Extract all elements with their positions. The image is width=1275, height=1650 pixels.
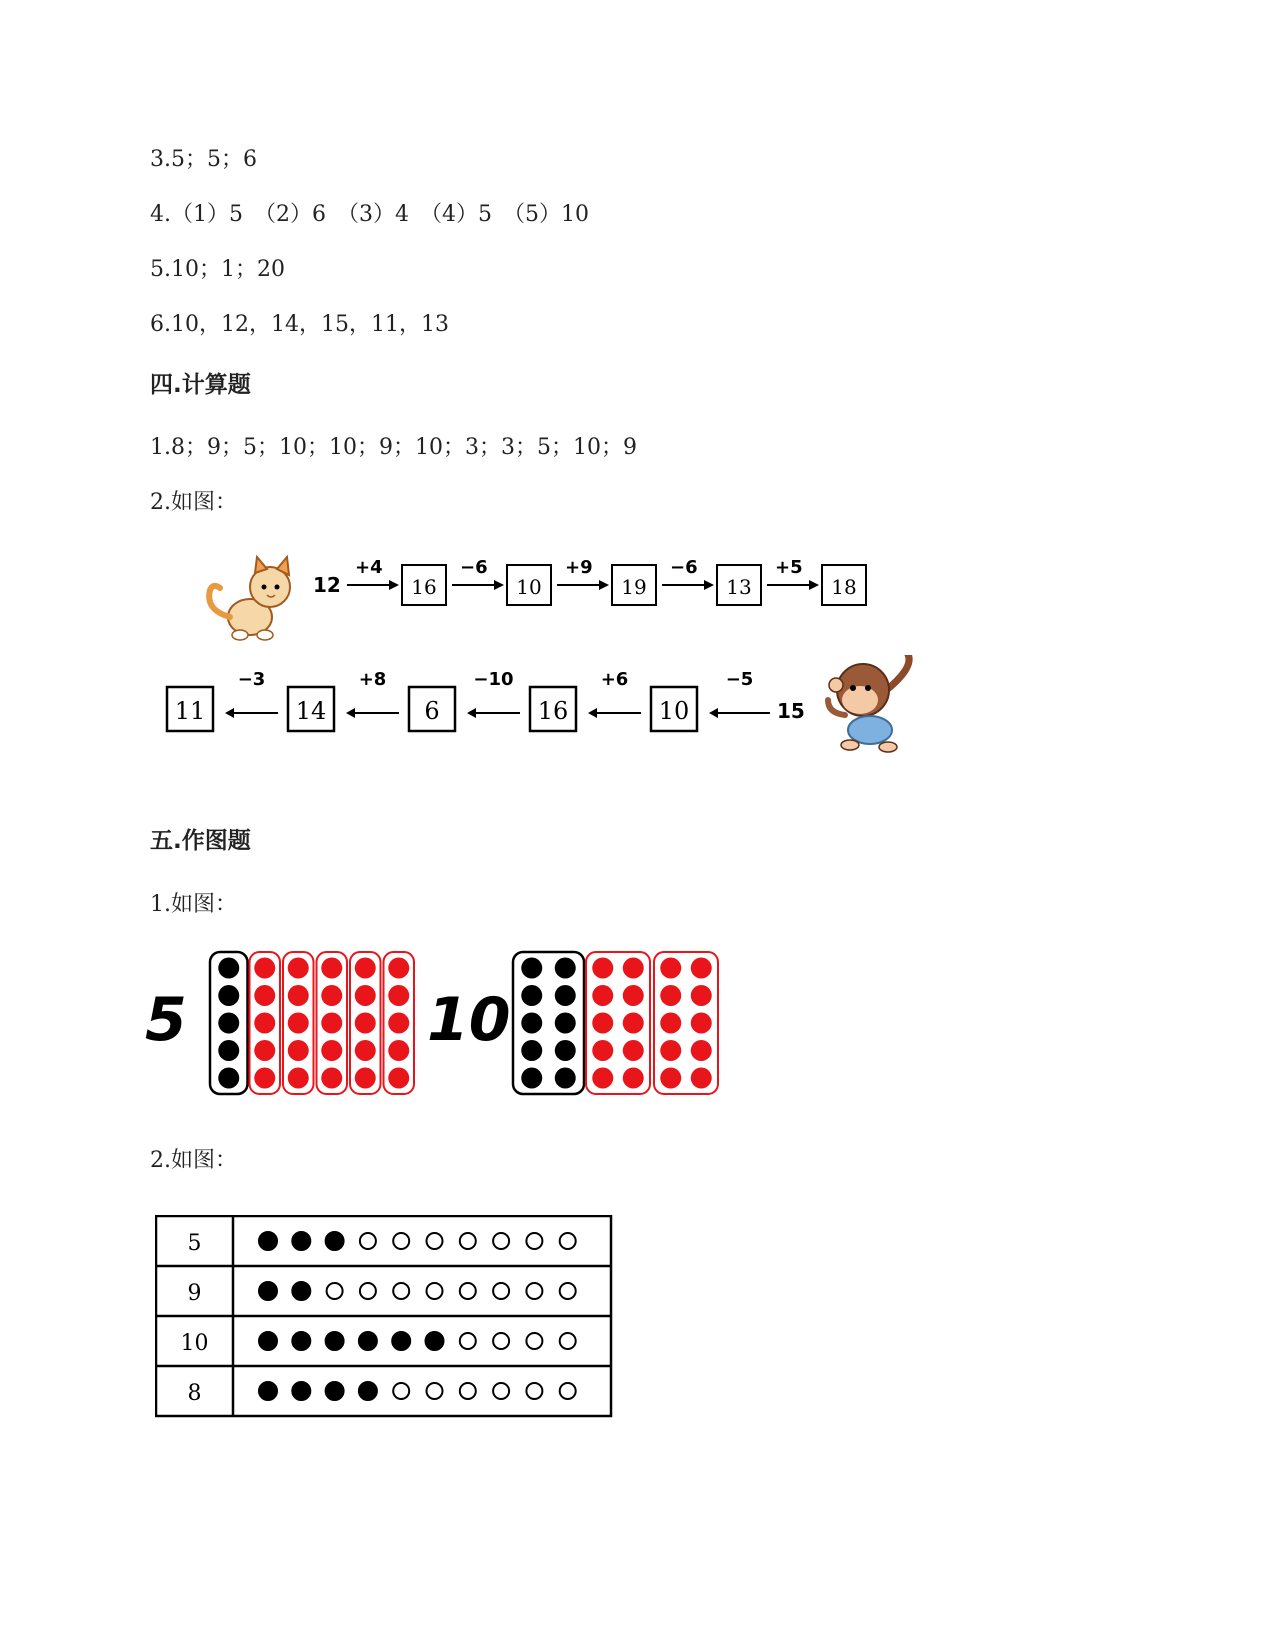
red-dot — [355, 985, 376, 1006]
red-dot — [355, 1013, 376, 1034]
red-dot — [660, 958, 681, 979]
bottom-chain-box-value: 14 — [295, 697, 327, 725]
filled-dot — [259, 1382, 277, 1400]
top-chain-box-value: 10 — [516, 575, 542, 599]
red-dot — [288, 1013, 309, 1034]
bottom-chain-op: −3 — [237, 669, 266, 690]
empty-dot — [460, 1233, 476, 1249]
red-dot — [592, 958, 613, 979]
filled-dot — [292, 1382, 310, 1400]
arrow-head-icon — [225, 708, 234, 718]
red-dot — [254, 1040, 275, 1061]
red-dot — [660, 1013, 681, 1034]
section-4-q2: 2.如图： — [150, 490, 237, 515]
empty-dot — [427, 1233, 443, 1249]
black-dot — [555, 958, 576, 979]
top-chain-box-value: 18 — [831, 575, 857, 599]
answer-6: 6.10，12，14，15，11，13 — [150, 312, 449, 337]
empty-dot — [460, 1283, 476, 1299]
black-dot — [521, 985, 542, 1006]
empty-dot — [360, 1233, 376, 1249]
red-dot — [321, 985, 342, 1006]
empty-dot — [393, 1283, 409, 1299]
empty-dot — [493, 1333, 509, 1349]
top-chain-start: 12 — [313, 573, 341, 597]
dot-group-label: 10 — [427, 985, 511, 1055]
red-dot — [254, 1068, 275, 1089]
bottom-chain-box-value: 6 — [424, 697, 440, 725]
bottom-chain-op: −10 — [473, 669, 514, 690]
bottom-chain-box-value: 11 — [174, 697, 206, 725]
black-dot — [555, 985, 576, 1006]
cat-illustration — [209, 557, 290, 640]
empty-dot — [327, 1283, 343, 1299]
filled-dot — [259, 1282, 277, 1300]
empty-dot — [393, 1233, 409, 1249]
red-dot — [288, 1068, 309, 1089]
table-row-label: 5 — [187, 1231, 202, 1256]
black-dot — [521, 958, 542, 979]
red-dot — [321, 1068, 342, 1089]
red-dot — [388, 1040, 409, 1061]
red-dot — [388, 958, 409, 979]
arrow-head-icon — [389, 580, 399, 590]
bottom-chain-box-value: 10 — [658, 697, 690, 725]
top-chain-op: −6 — [670, 557, 698, 578]
red-dot — [623, 1040, 644, 1061]
top-chain-box-value: 13 — [726, 575, 752, 599]
bottom-chain-op: +8 — [358, 669, 387, 690]
red-dot — [388, 985, 409, 1006]
filled-dot — [326, 1332, 344, 1350]
black-dot — [521, 1068, 542, 1089]
red-dot — [691, 1068, 712, 1089]
arrow-head-icon — [709, 708, 718, 718]
empty-dot — [526, 1233, 542, 1249]
red-dot — [388, 1068, 409, 1089]
filled-dot — [292, 1232, 310, 1250]
monkey-illustration — [828, 655, 909, 752]
red-dot — [691, 1040, 712, 1061]
arrow-head-icon — [704, 580, 714, 590]
empty-dot — [427, 1383, 443, 1399]
red-dot — [691, 1013, 712, 1034]
red-dot — [592, 1040, 613, 1061]
red-dot — [321, 1040, 342, 1061]
red-dot — [355, 1068, 376, 1089]
empty-dot — [360, 1283, 376, 1299]
filled-dot — [359, 1382, 377, 1400]
bottom-chain-start: 15 — [777, 699, 805, 723]
bottom-chain — [160, 655, 920, 765]
answer-4: 4.（1）5 （2）6 （3）4 （4）5 （5）10 — [150, 202, 589, 227]
arrow-head-icon — [346, 708, 355, 718]
empty-dot — [393, 1383, 409, 1399]
empty-dot — [427, 1283, 443, 1299]
red-dot — [660, 1040, 681, 1061]
red-dot — [288, 985, 309, 1006]
red-dot — [691, 985, 712, 1006]
red-dot — [388, 1013, 409, 1034]
arrow-head-icon — [599, 580, 609, 590]
black-dot — [555, 1068, 576, 1089]
empty-dot — [493, 1233, 509, 1249]
black-dot — [218, 1013, 239, 1034]
black-dot — [521, 1040, 542, 1061]
answer-3: 3.5；5；6 — [150, 147, 257, 172]
red-dot — [623, 985, 644, 1006]
section-4-heading: 四.计算题 — [150, 372, 251, 398]
table-row-label: 9 — [187, 1281, 202, 1306]
empty-dot — [526, 1333, 542, 1349]
empty-dot — [493, 1283, 509, 1299]
arrow-head-icon — [588, 708, 597, 718]
red-dot — [592, 1013, 613, 1034]
top-chain-op: −6 — [460, 557, 488, 578]
black-dot — [218, 958, 239, 979]
filled-dot — [292, 1332, 310, 1350]
filled-dot — [259, 1332, 277, 1350]
red-dot — [592, 985, 613, 1006]
filled-dot — [292, 1282, 310, 1300]
bottom-chain-op: +6 — [600, 669, 629, 690]
black-dot — [521, 1013, 542, 1034]
filled-dot — [326, 1382, 344, 1400]
top-chain — [195, 555, 915, 655]
black-dot — [218, 1068, 239, 1089]
red-dot — [254, 1013, 275, 1034]
dot-group-label: 5 — [145, 985, 187, 1055]
arrow-head-icon — [467, 708, 476, 718]
red-dot — [660, 1068, 681, 1089]
top-chain-op: +4 — [355, 557, 383, 578]
empty-dot — [560, 1333, 576, 1349]
red-dot — [592, 1068, 613, 1089]
black-dot — [555, 1013, 576, 1034]
red-dot — [660, 985, 681, 1006]
dot-groups — [145, 950, 745, 1105]
section-5-q1: 1.如图： — [150, 892, 237, 917]
empty-dot — [493, 1383, 509, 1399]
filled-dot — [359, 1332, 377, 1350]
red-dot — [691, 958, 712, 979]
answer-5: 5.10；1；20 — [150, 257, 285, 282]
empty-dot — [526, 1283, 542, 1299]
section-5-heading: 五.作图题 — [150, 828, 251, 854]
table-row-label: 8 — [187, 1381, 202, 1406]
red-dot — [623, 1068, 644, 1089]
red-dot — [355, 1040, 376, 1061]
filled-dot — [326, 1232, 344, 1250]
red-dot — [288, 1040, 309, 1061]
arrow-head-icon — [494, 580, 504, 590]
red-dot — [623, 1013, 644, 1034]
black-dot — [218, 1040, 239, 1061]
filled-dot — [426, 1332, 444, 1350]
dot-table — [155, 1215, 615, 1425]
red-dot — [254, 958, 275, 979]
red-dot — [288, 958, 309, 979]
section-5-q2: 2.如图： — [150, 1148, 237, 1173]
top-chain-op: +5 — [775, 557, 803, 578]
section-4-q1: 1.8；9；5；10；10；9；10；3；3；5；10；9 — [150, 435, 637, 460]
top-chain-op: +9 — [565, 557, 593, 578]
empty-dot — [460, 1383, 476, 1399]
arrow-head-icon — [809, 580, 819, 590]
empty-dot — [460, 1333, 476, 1349]
red-dot — [623, 958, 644, 979]
top-chain-box-value: 19 — [621, 575, 647, 599]
table-row-label: 10 — [180, 1331, 209, 1356]
black-dot — [555, 1040, 576, 1061]
red-dot — [321, 958, 342, 979]
filled-dot — [259, 1232, 277, 1250]
empty-dot — [526, 1383, 542, 1399]
top-chain-box-value: 16 — [411, 575, 437, 599]
red-dot — [254, 985, 275, 1006]
bottom-chain-op: −5 — [725, 669, 754, 690]
bottom-chain-box-value: 16 — [537, 697, 569, 725]
filled-dot — [392, 1332, 410, 1350]
empty-dot — [560, 1233, 576, 1249]
red-dot — [321, 1013, 342, 1034]
black-dot — [218, 985, 239, 1006]
empty-dot — [560, 1383, 576, 1399]
red-dot — [355, 958, 376, 979]
empty-dot — [560, 1283, 576, 1299]
